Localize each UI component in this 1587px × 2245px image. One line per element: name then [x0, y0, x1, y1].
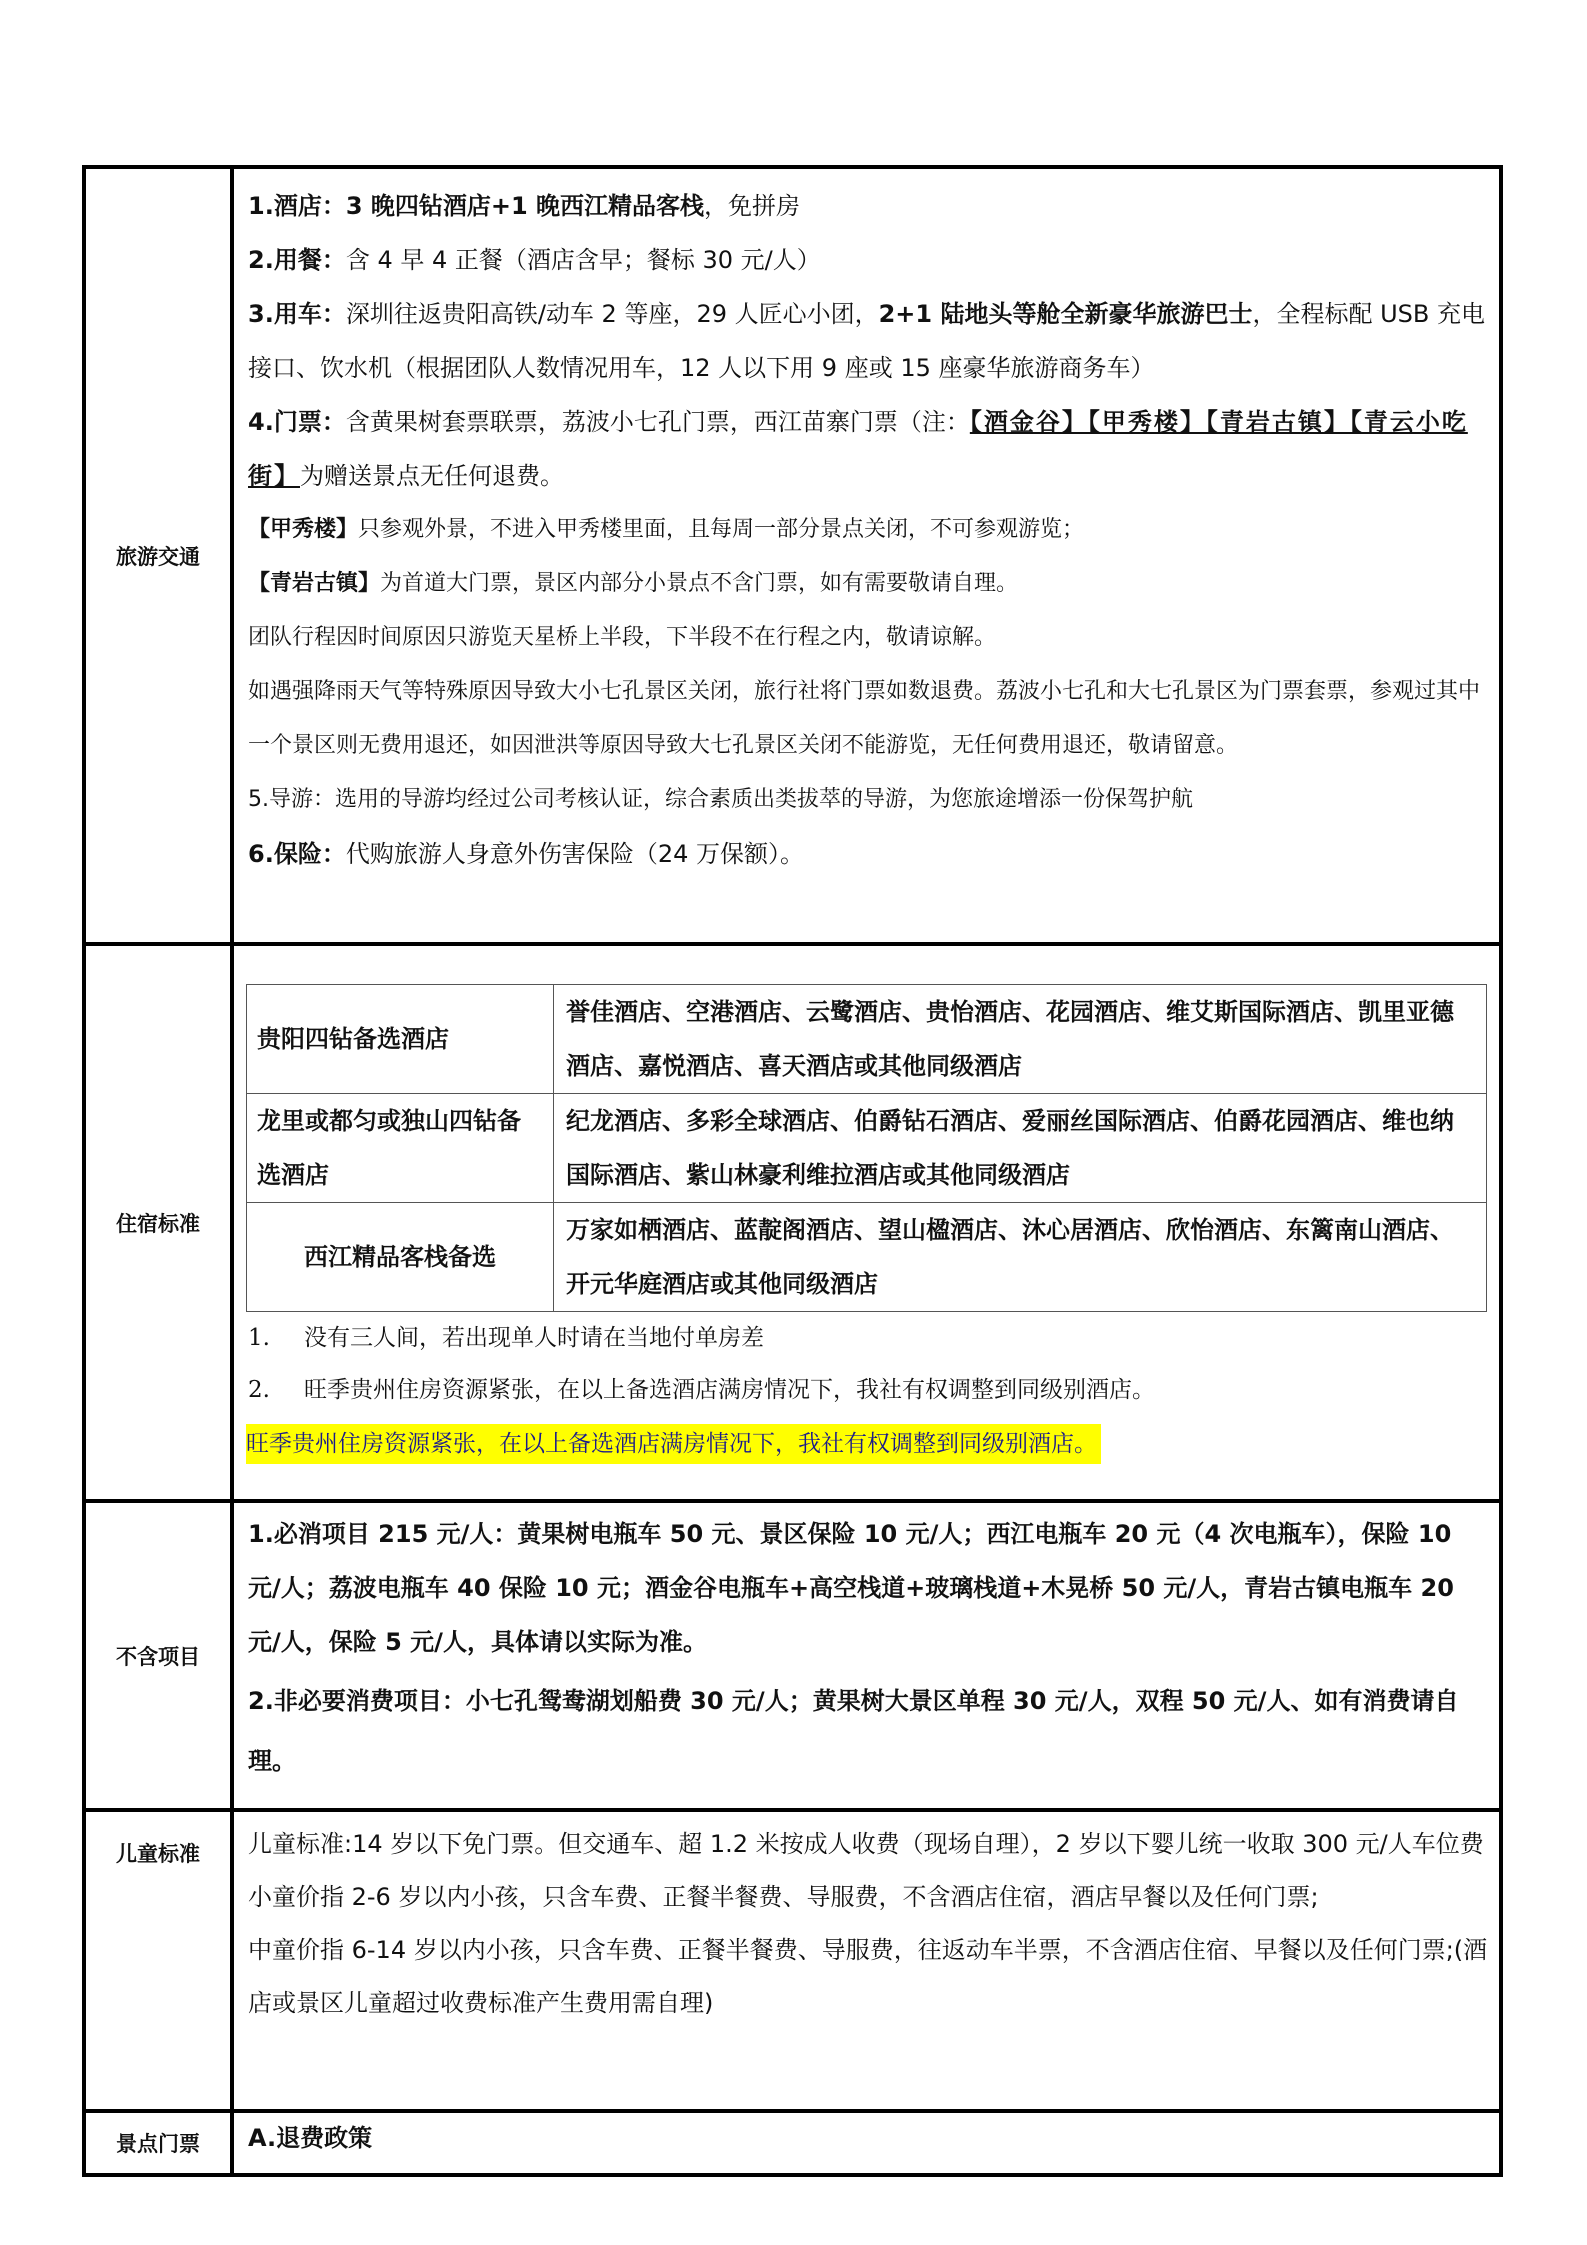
row-label-tickets: 景点门票 — [86, 2113, 234, 2173]
mid-child-price: 中童价指 6-14 岁以内小孩，只含车费、正餐半餐费、导服费，往返动车半票，不含酒店住宿、早餐以及任何门票;(酒店或景区儿童超过收费标准产生费用需自理) — [248, 1936, 1488, 2017]
tianxing-note: 团队行程因时间原因只游览天星桥上半段，下半段不在行程之内，敬请谅解。 — [248, 625, 997, 650]
car-line: 3.用车：深圳往返贵阳高铁/动车 2 等座，29 人匠心小团，2+1 陆地头等舱全新豪华旅游巴士，全程标配 USB 充电接口、饮水机（根据团队人数情况用车，12 人以下用 9 座或 15 座豪华旅游商务车） — [248, 300, 1486, 382]
transport-content — [234, 169, 1499, 942]
excluded-content — [234, 1503, 1499, 1808]
hotel-list: 誉佳酒店、空港酒店、云鹭酒店、贵怡酒店、花园酒店、维艾斯国际酒店、凯里亚德酒店、嘉悦酒店、喜天酒店或其他同级酒店 — [554, 985, 1487, 1094]
hotel-line: 1.酒店：3 晚四钻酒店+1 晚西江精品客栈，免拼房 — [248, 192, 801, 220]
hotel-list: 纪龙酒店、多彩全球酒店、伯爵钻石酒店、爱丽丝国际酒店、伯爵花园酒店、维也纳国际酒店、紫山林豪利维拉酒店或其他同级酒店 — [554, 1094, 1487, 1203]
lodging-content — [234, 946, 1499, 1499]
table-row — [247, 1094, 1487, 1203]
row-label-lodging: 住宿标准 — [86, 946, 234, 1499]
hotel-city: 贵阳四钻备选酒店 — [247, 985, 554, 1094]
guide-line: 5.导游：选用的导游均经过公司考核认证，综合素质出类拔萃的导游，为您旅途增添一份保驾护航 — [248, 787, 1193, 812]
weather-note: 如遇强降雨天气等特殊原因导致大小七孔景区关闭，旅行社将门票如数退费。荔波小七孔和大七孔景区为门票套票，参观过其中一个景区则无费用退还，如因泄洪等原因导致大七孔景区关闭不能游览，无任何费用退还，敬请留意。 — [248, 679, 1481, 758]
meals-line: 2.用餐：含 4 早 4 正餐（酒店含早；餐标 30 元/人） — [248, 246, 821, 274]
row-excluded — [86, 1499, 1499, 1808]
children-content — [234, 1812, 1499, 2109]
lodging-notes — [246, 1312, 1489, 1416]
row-label-excluded: 不含项目 — [86, 1503, 234, 1808]
qingyan-note: 【青岩古镇】为首道大门票，景区内部分小景点不含门票，如有需要敬请自理。 — [248, 571, 1019, 596]
row-label-transport: 旅游交通 — [86, 169, 234, 942]
gift-attractions: 【酒金谷】【甲秀楼】【青岩古镇】【青云小吃街】 — [248, 407, 1468, 490]
row-lodging — [86, 942, 1499, 1499]
tickets-content: A.退费政策 — [248, 2124, 373, 2152]
hotel-list: 万家如栖酒店、蓝靛阁酒店、望山楹酒店、沐心居酒店、欣怡酒店、东篱南山酒店、开元华庭酒店或其他同级酒店 — [554, 1203, 1487, 1312]
row-transport — [86, 169, 1499, 942]
list-item: 1. 没有三人间，若出现单人时请在当地付单房差 — [248, 1325, 764, 1351]
hotel-city: 龙里或都匀或独山四钻备选酒店 — [247, 1094, 554, 1203]
hotel-city: 西江精品客栈备选 — [247, 1203, 554, 1312]
hotel-options-table — [246, 984, 1487, 1312]
row-children — [86, 1808, 1499, 2109]
tickets-line: 4.门票：含黄果树套票联票，荔波小七孔门票，西江苗寨门票（注：【酒金谷】【甲秀楼】【青岩古镇】【青云小吃街】为赠送景点无任何退费。 — [248, 407, 1468, 490]
children-standard: 儿童标准:14 岁以下免门票。但交通车、超 1.2 米按成人收费（现场自理），2 岁以下婴儿统一收取 300 元/人车位费 — [248, 1830, 1484, 1858]
jiaxiu-note: 【甲秀楼】只参观外景，不进入甲秀楼里面，且每周一部分景点关闭，不可参观游览； — [248, 517, 1085, 542]
row-label-children: 儿童标准 — [86, 1812, 234, 2109]
row-tickets — [86, 2109, 1499, 2173]
table-row — [247, 1203, 1487, 1312]
optional-fees: 2.非必要消费项目：小七孔鸳鸯湖划船费 30 元/人；黄果树大景区单程 30 元/人，双程 50 元/人、如有消费请自理。 — [248, 1687, 1459, 1775]
insurance-line: 6.保险：代购旅游人身意外伤害保险（24 万保额）。 — [248, 840, 804, 868]
highlighted-note: 旺季贵州住房资源紧张，在以上备选酒店满房情况下，我社有权调整到同级别酒店。 — [246, 1424, 1101, 1464]
itinerary-table — [82, 165, 1503, 2177]
table-row — [247, 985, 1487, 1094]
mandatory-fees: 1.必消项目 215 元/人：黄果树电瓶车 50 元、景区保险 10 元/人；西江电瓶车 20 元（4 次电瓶车），保险 10 元/人；荔波电瓶车 40 保险 10 元；酒金谷电瓶车+高空栈道+玻璃栈道+木晃桥 50 元/人，青岩古镇电瓶车 20 元/人，保险 5 元/人，具体请以实际为准。 — [248, 1520, 1454, 1656]
small-child-price: 小童价指 2-6 岁以内小孩，只含车费、正餐半餐费、导服费，不含酒店住宿，酒店早餐以及任何门票; — [248, 1883, 1319, 1911]
list-item: 2. 旺季贵州住房资源紧张，在以上备选酒店满房情况下，我社有权调整到同级别酒店。 — [248, 1377, 1155, 1403]
